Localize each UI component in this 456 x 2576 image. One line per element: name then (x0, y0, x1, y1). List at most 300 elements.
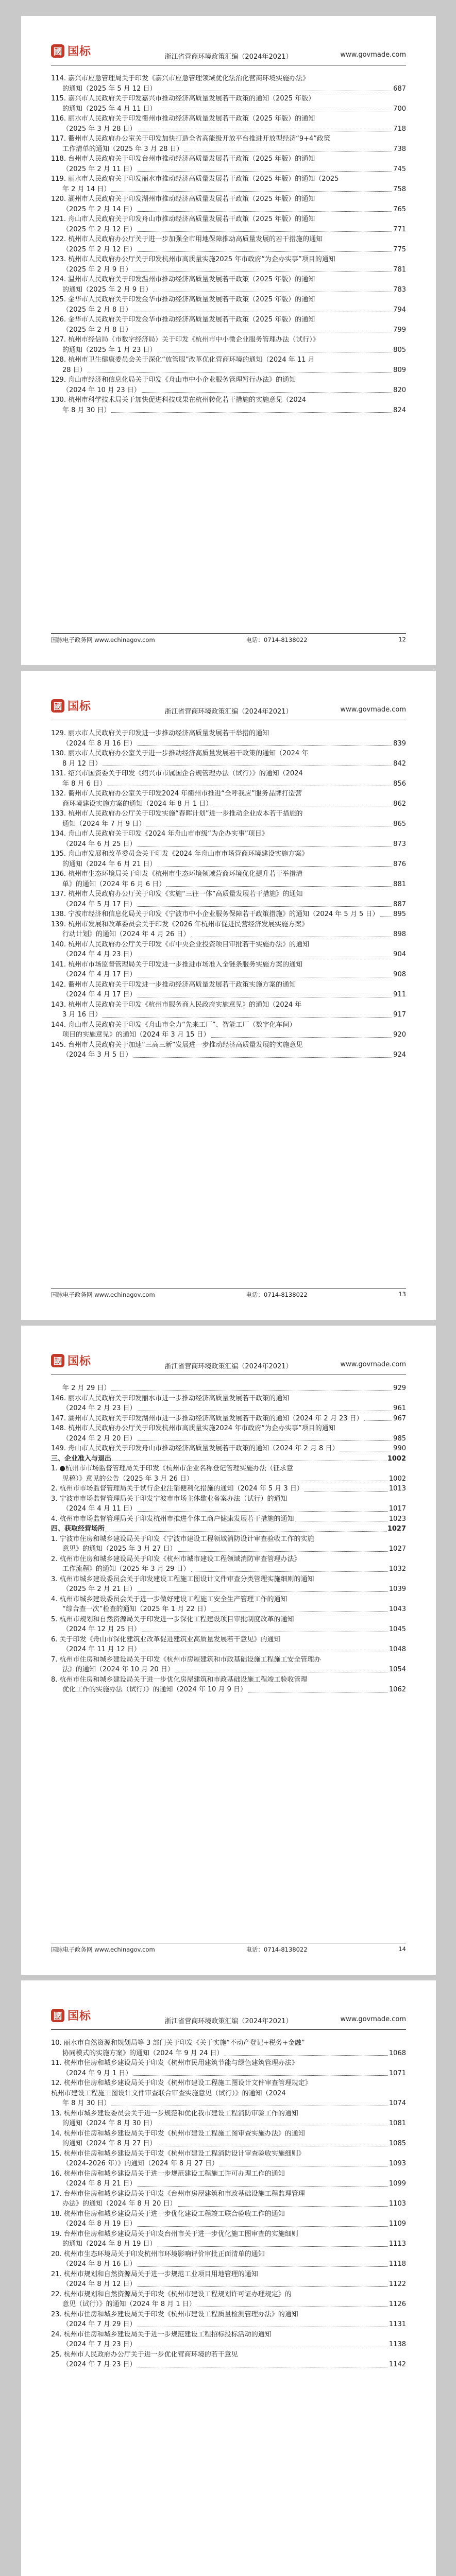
toc-page-number: 700 (393, 105, 406, 113)
toc-entry[interactable] (51, 395, 406, 405)
toc-entry[interactable] (51, 1655, 406, 1665)
toc-page-number: 895 (393, 910, 406, 918)
header-site[interactable]: www.govmade.com (340, 1361, 406, 1368)
toc-leader-dots (178, 2206, 388, 2207)
toc-entry-title: 法》的通知（2024 年 10 月 20 日） (62, 1666, 174, 1673)
toc-page-number: 898 (393, 930, 406, 938)
toc-entry[interactable] (51, 779, 406, 789)
document-page (21, 1326, 436, 1975)
toc-entry[interactable] (51, 769, 406, 779)
toc-entry[interactable] (51, 375, 406, 385)
toc-page-number: 856 (393, 779, 406, 788)
toc-entry[interactable] (51, 2189, 406, 2199)
footer-site[interactable]: 国脉电子政务网 www.echinagov.com (51, 1291, 155, 1298)
toc-leader-dots (138, 1511, 388, 1512)
toc-page-number: 1045 (389, 1625, 406, 1633)
toc-entry[interactable] (51, 405, 406, 416)
toc-entry[interactable] (51, 214, 406, 225)
toc-page-number: 1113 (389, 2240, 406, 2248)
toc-entry[interactable] (51, 84, 406, 94)
toc-entry[interactable] (51, 2109, 406, 2119)
toc-entry[interactable] (51, 1544, 406, 1554)
footer-phone: 电话：0714-8138022 (246, 1291, 308, 1298)
toc-entry-title: 135. 舟山市发展和改革委员会关于印发《2024 年舟山市市场营商环境建设实施方案》 (51, 850, 309, 858)
toc-entry-title: （2025 年 2 月 14 日） (62, 205, 137, 213)
toc-page-number: 1085 (389, 2140, 406, 2147)
toc-entry-title: （2024 年 12 月 25 日） (62, 1625, 141, 1633)
toc-entry-title: （2024 年 4 月 17 日） (62, 971, 137, 978)
toc-page-number: 876 (393, 860, 406, 868)
toc-leader-dots (211, 1037, 393, 1038)
toc-entry[interactable] (51, 1464, 406, 1474)
toc-entry-title: 140. 杭州市人民政府办公厅关于印发《市中央企业投资项目审批若干实施办法》的通知 (51, 940, 310, 948)
toc-entry[interactable] (51, 2078, 406, 2089)
toc-entry[interactable] (51, 255, 406, 265)
toc-entry[interactable] (51, 325, 406, 335)
toc-entry[interactable] (51, 2360, 406, 2370)
toc-entry-title: 128. 杭州市卫生健康委员会关于深化“放管服”改革优化营商环境的通知（2024 年 11 月 (51, 356, 315, 364)
logo-mark: 國 (51, 1354, 64, 1367)
logo-mark: 國 (51, 699, 64, 713)
header-title: 浙江省营商环境政策汇编（2024年2021） (164, 2018, 293, 2025)
toc-leader-dots (103, 1017, 392, 1018)
toc-entry[interactable] (51, 869, 406, 879)
toc-entry[interactable] (51, 355, 406, 365)
toc-entry[interactable] (51, 365, 406, 376)
toc-entry[interactable] (51, 1030, 406, 1040)
toc-entry-title: （2025 年 3 月 28 日） (62, 125, 137, 133)
toc-entry-title: 145. 台州市人民政府关于加速“三高三新”发展进一步推动经济高质量发展的实施意见 (51, 1041, 303, 1049)
toc-entry[interactable] (51, 1685, 406, 1695)
toc-leader-dots (111, 191, 392, 192)
toc-entry-title: 杭州市建设工程施工图设计文件审查联合审查实施意见（试行）》的通知（2024 (51, 2089, 286, 2097)
toc-leader-dots (138, 251, 393, 252)
toc-entry-title: （2024 年 3 月 5 日） (62, 1051, 132, 1059)
toc-page-number: 887 (393, 900, 406, 908)
toc-entry[interactable] (51, 1595, 406, 1605)
toc-page-number: 809 (393, 366, 406, 374)
toc-page-number: 1103 (389, 2200, 406, 2208)
toc-entry-title: （2025 年 2 月 8 日） (62, 306, 132, 314)
toc-entry[interactable] (51, 2249, 406, 2260)
toc-entry[interactable] (51, 1514, 406, 1524)
toc-leader-dots (178, 1551, 388, 1552)
toc-entry[interactable] (51, 1040, 406, 1050)
toc-entry[interactable] (51, 174, 406, 184)
toc-entry[interactable] (51, 2310, 406, 2320)
toc-leader-dots (138, 2266, 388, 2267)
toc-page-number: 961 (393, 1404, 406, 1412)
toc-leader-dots (138, 906, 393, 907)
toc-entry[interactable] (51, 799, 406, 809)
toc-entry[interactable] (51, 154, 406, 164)
toc-leader-dots (166, 886, 392, 887)
toc-entry[interactable] (51, 1675, 406, 1685)
toc-entry-title: 四、获取经营场所 (51, 1525, 105, 1533)
toc-page-number: 1017 (389, 1505, 406, 1513)
toc-entry-title: （2024 年 2 月 23 日） (62, 1404, 137, 1412)
logo-mark: 國 (51, 2009, 64, 2022)
toc-entry[interactable] (51, 2048, 406, 2059)
toc-entry-title: 137. 杭州市人民政府办公厅关于印发《实施“三往一体”高质量发展若干措施》的通知 (51, 890, 303, 898)
toc-entry[interactable] (51, 960, 406, 970)
toc-entry[interactable] (51, 194, 406, 205)
logo-text: 国标 (67, 45, 92, 58)
toc-entry[interactable] (51, 305, 406, 315)
toc-entry[interactable] (51, 2219, 406, 2229)
toc-leader-dots (138, 211, 393, 212)
logo-text: 国标 (67, 2010, 92, 2023)
toc-entry[interactable] (51, 1383, 406, 1394)
toc-entry[interactable] (51, 1423, 406, 1434)
toc-page-number: 904 (393, 951, 406, 958)
toc-page-number: 745 (393, 165, 406, 173)
toc-entry[interactable] (51, 2199, 406, 2209)
toc-entry-title: 133. 杭州市人民政府办公厅关于印发实施“春晖计划”进一步推动企业成本若干措施的 (51, 810, 303, 818)
toc-page-number: 781 (393, 265, 406, 274)
toc-page-number: 917 (393, 1011, 406, 1019)
toc-entry-title: 年 8 月 30 日） (62, 406, 111, 414)
toc-entry[interactable] (51, 2269, 406, 2280)
toc-entry[interactable] (51, 184, 406, 195)
document-page (21, 671, 436, 1320)
toc-entry[interactable] (51, 2089, 406, 2099)
toc-entry-title: （2024 年 9 月 1 日） (62, 2069, 132, 2077)
toc-entry[interactable] (51, 1615, 406, 1625)
toc-section-heading[interactable] (51, 1524, 406, 1534)
toc-leader-dots (133, 2075, 388, 2076)
toc-page-number: 799 (393, 326, 406, 334)
toc-page-number: 758 (393, 185, 406, 193)
toc-leader-dots (138, 2286, 388, 2287)
toc-entry-title: 24. 杭州市住房和城乡建设局关于进一步规范建设工程招标投标活动的通知 (51, 2330, 272, 2338)
toc-page-number: 718 (393, 125, 406, 133)
toc-entry[interactable] (51, 2350, 406, 2360)
toc-entry[interactable] (51, 1624, 406, 1635)
footer-site[interactable]: 国脉电子政务网 www.echinagov.com (51, 1946, 155, 1953)
toc-entry-title: 年 8 月 30 日） (62, 2099, 111, 2107)
toc-page-number: 1071 (389, 2069, 406, 2077)
toc-entry-title: （2025 年 2 月 12 日） (62, 245, 137, 253)
toc-entry[interactable] (51, 134, 406, 144)
toc-entry-title: 19. 台州市住房和城乡建设局关于印发台州市关于进一步优化施工图审查的实施细则 (51, 2230, 298, 2238)
toc-entry[interactable] (51, 839, 406, 850)
toc-entry[interactable] (51, 2299, 406, 2310)
toc-entry[interactable] (51, 2330, 406, 2340)
toc-entry-title: 120. 湖州市人民政府关于印发湖州市推动经济高质量发展若干政策（2025 年版）的通知 (51, 195, 315, 203)
toc-entry[interactable] (51, 759, 406, 769)
toc-entry[interactable] (51, 1020, 406, 1030)
toc-entry[interactable] (51, 1474, 406, 1484)
toc-entry-title: 146. 丽水市人民政府关于印发丽水市进一步推动经济高质量发展若干政策的通知 (51, 1394, 290, 1402)
toc-entry[interactable] (51, 1494, 406, 1504)
toc-page-number: 1138 (389, 2341, 406, 2348)
toc-entry[interactable] (51, 859, 406, 870)
toc-entry-title: 144. 舟山市人民政府关于印发《舟山市全力“先来工厂”、智能工厂（数字化车间） (51, 1021, 296, 1029)
toc-page-number: 1039 (389, 1585, 406, 1593)
toc-entry-title: 3 月 16 日） (62, 1011, 102, 1019)
toc-entry-title: 129. 舟山市经济和信息化局关于印发《舟山市中小企业服务管理暂行办法》的通知 (51, 376, 296, 384)
toc-entry-title: “综合查一次”检查的通知（2025 年 1 月 22 日） (62, 1605, 211, 1613)
toc-entry-title: （2024 年 10 月 23 日） (62, 386, 141, 394)
toc-entry-title: （2025 年 2 月 9 日） (62, 265, 132, 274)
document-page (21, 1980, 436, 2576)
toc-entry[interactable] (51, 1434, 406, 1444)
toc-entry[interactable] (51, 889, 406, 900)
toc-entry[interactable] (51, 929, 406, 940)
toc-entry[interactable] (51, 1584, 406, 1595)
toc-entry-title: 28 日） (62, 366, 87, 374)
toc-entry[interactable] (51, 2129, 406, 2139)
toc-entry[interactable] (51, 315, 406, 325)
toc-entry-title: 12. 杭州市住房和城乡建设局关于印发《杭州市建设工程施工图设计文件审查管理规定》 (51, 2079, 312, 2087)
toc-entry[interactable] (51, 345, 406, 355)
toc-entry[interactable] (51, 1484, 406, 1494)
toc-leader-dots (158, 866, 393, 867)
toc-entry-title: 年 2 月 14 日） (62, 185, 111, 193)
toc-entry-title: 22. 杭州市规划和自然资源局关于印发《杭州市建设工程规划许可证办理规定》的 (51, 2290, 292, 2298)
toc-entry-title: 的通知（2025 年 1 月 23 日） (62, 346, 157, 354)
toc-entry[interactable] (51, 2159, 406, 2169)
toc-page-number: 1118 (389, 2260, 406, 2268)
toc-entry-title: （2024 年 2 月 20 日） (62, 1434, 137, 1443)
toc-entry[interactable] (51, 940, 406, 950)
toc-entry-title: 123. 杭州市人民政府办公厅关于印发杭州市高质量实施2025 年市政府“为企办实事”项目的通知 (51, 256, 335, 263)
header-site[interactable]: www.govmade.com (340, 2015, 406, 2023)
toc-entry[interactable] (51, 1534, 406, 1545)
toc-entry-title: 的通知（2025 年 5 月 12 日） (62, 84, 157, 93)
toc-entry-title: 4. 杭州市市场监督管理局关于印发杭州市推进个体工商户健康发展若干措施的通知 (51, 1515, 294, 1523)
toc-page-number: 911 (393, 991, 406, 998)
toc-page-number: 908 (393, 971, 406, 978)
toc-entry[interactable] (51, 1000, 406, 1010)
toc-entry[interactable] (51, 144, 406, 155)
toc-entry-title: 115. 嘉兴市人民政府关于印发嘉兴市推动经济高质量发展若干政策的通知（2025 年版） (51, 95, 315, 103)
toc-entry-title: 8. 杭州市住房和城乡建设局关于进一步优化房屋建筑和市政基础设施工程竣工验收管理 (51, 1675, 308, 1684)
toc-entry[interactable] (51, 2139, 406, 2149)
toc-page-number: 920 (393, 1031, 406, 1039)
toc-entry-title: 2. 杭州市市场监督管理局关于试行企业注销便利化措施的通知（2024 年 5 月 3 日） (51, 1485, 303, 1493)
toc-entry[interactable] (51, 2229, 406, 2240)
header-title: 浙江省营商环境政策汇编（2024年2021） (164, 53, 293, 61)
toc-page-number: 1074 (389, 2099, 406, 2107)
toc-entry[interactable] (51, 234, 406, 245)
toc-entry-title: 办法》的通知（2024 年 8 月 20 日） (62, 2200, 177, 2208)
toc-entry[interactable] (51, 900, 406, 910)
toc-page-number: 1054 (389, 1666, 406, 1673)
toc-page-number: 842 (393, 759, 406, 768)
toc-leader-dots (158, 2246, 388, 2247)
toc-page-number: 929 (393, 1384, 406, 1392)
toc-entry-title: 1. 宁波市住房和城乡建设局关于印发《宁波市建设工程领域消防设计审查验收工作的实施 (51, 1535, 314, 1543)
toc-entry-title: （2024 年 4 月 23 日） (62, 951, 137, 958)
toc-entry[interactable] (51, 920, 406, 930)
toc-entry[interactable] (51, 2319, 406, 2330)
toc-page-number: 1043 (389, 1605, 406, 1613)
toc-page-number: 881 (393, 880, 406, 888)
toc-entry-title: （2024 年 8 月 16 日） (62, 739, 137, 748)
toc-entry-title: 意见（试行）》的通知（2024 年 8 月 1 日） (62, 2300, 196, 2308)
toc-leader-dots (138, 231, 393, 232)
toc-entry[interactable] (51, 2169, 406, 2179)
toc-entry-title: 14. 杭州市住房和城乡建设局关于印发《杭州市建设工程施工图审查实施办法》的通知 (51, 2129, 305, 2138)
toc-entry[interactable] (51, 1645, 406, 1655)
toc-entry[interactable] (51, 2058, 406, 2069)
toc-entry-title: （2024 年 4 月 11 日） (62, 1505, 137, 1513)
toc-leader-dots (111, 412, 392, 413)
toc-entry[interactable] (51, 104, 406, 114)
toc-leader-dots (305, 1491, 388, 1492)
toc-entry-title: 5. 杭州市规划和自然资源局关于印发进一步深化工程建设项目审批制度改革的通知 (51, 1615, 294, 1623)
footer-site[interactable]: 国脉电子政务网 www.echinagov.com (51, 636, 155, 643)
toc-entry-title: 116. 丽水市人民政府关于印发衢州市推动经济高质量发展若干政策（2025 年版）的通知 (51, 115, 315, 123)
toc-entry[interactable] (51, 114, 406, 124)
toc-entry[interactable] (51, 1635, 406, 1645)
page-header (51, 1326, 406, 1375)
toc-entry-title: （2024-2026 年）》的通知（2024 年 8 月 27 日） (62, 2160, 219, 2167)
toc-entry[interactable] (51, 1504, 406, 1514)
toc-entry[interactable] (51, 1604, 406, 1615)
toc-entry-title: 130. 杭州市科学技术局关于加快促进科技成果在杭州转化若干措施的实施意见（2024 (51, 396, 307, 404)
toc-entry[interactable] (51, 728, 406, 739)
toc-entry[interactable] (51, 2279, 406, 2290)
toc-entry-title: 10. 丽水市自然资源和规划局等 3 部门关于印发《关于实施“不动产登记+税务+金融” (51, 2039, 305, 2047)
toc-entry-title: 商环境建设实施方案的通知（2024 年 8 月 1 日） (62, 800, 213, 808)
toc-entry[interactable] (51, 1050, 406, 1060)
toc-entry[interactable] (51, 265, 406, 275)
toc-page-number: 783 (393, 285, 406, 294)
toc-page-number: 1002 (389, 1475, 406, 1483)
toc-entry[interactable] (51, 2259, 406, 2269)
document-page (21, 16, 436, 665)
toc-entry-title: （2024 年 4 月 17 日） (62, 991, 137, 998)
toc-entry[interactable] (51, 124, 406, 134)
toc-entry-title: 8 月 12 日） (62, 759, 102, 768)
toc-page-number: 1081 (389, 2120, 406, 2127)
toc-page-number: 1068 (389, 2049, 406, 2057)
toc-entry-title: 的通知（2025 年 2 月 9 日） (62, 285, 153, 294)
toc-entry[interactable] (51, 94, 406, 104)
toc-entry[interactable] (51, 205, 406, 215)
toc-entry-title: （2024 年 7 月 23 日） (62, 2341, 137, 2348)
toc-entry-title: 148. 杭州市人民政府办公厅关于印发杭州市高质量实施2024 年市政府“为企办实事”项目的通知 (51, 1425, 335, 1432)
toc-page-number: 794 (393, 306, 406, 314)
toc-entry[interactable] (51, 1564, 406, 1574)
toc-entry[interactable] (51, 970, 406, 980)
toc-entry[interactable] (51, 1394, 406, 1404)
toc-page-number: 1122 (389, 2280, 406, 2288)
toc-entry-title: 136. 杭州市生态环境局关于印发《杭州市生态环境领域营商环境优化提升若干举措清 (51, 870, 303, 878)
toc-entry-title: 的通知（2024 年 8 月 30 日） (62, 2120, 157, 2127)
page-footer (51, 1943, 406, 1954)
toc-entry[interactable] (51, 909, 406, 920)
toc-entry[interactable] (51, 2209, 406, 2219)
toc-list (51, 2030, 406, 2370)
toc-entry[interactable] (51, 225, 406, 235)
toc-entry-title: 2. 杭州市住房和城乡建设局关于印发《杭州市城市建设工程领域消防审查管理办法》 (51, 1555, 301, 1563)
toc-entry-title: 3. 宁波市市场监督管理局关于印发宁波市市场主体歇业备案办法（试行）的通知 (51, 1495, 288, 1503)
toc-entry[interactable] (51, 879, 406, 890)
toc-entry[interactable] (51, 1554, 406, 1565)
toc-entry-title: （2024 年 7 月 23 日） (62, 2361, 137, 2368)
toc-section-heading[interactable] (51, 1454, 406, 1464)
toc-entry-title: 三、企业准入与退出 (51, 1454, 112, 1463)
toc-entry[interactable] (51, 849, 406, 859)
toc-entry[interactable] (51, 2239, 406, 2249)
toc-entry[interactable] (51, 829, 406, 839)
toc-entry[interactable] (51, 1574, 406, 1585)
toc-page-number: 1027 (389, 1545, 406, 1553)
toc-entry[interactable] (51, 2069, 406, 2079)
toc-entry[interactable] (51, 295, 406, 305)
toc-entry-title: 18. 杭州市住房和城乡建设局关于进一步优化建设工程竣工联合验收工作的通知 (51, 2210, 285, 2218)
toc-entry-title: （2024 年 5 月 17 日） (62, 900, 137, 908)
toc-leader-dots (106, 1531, 386, 1532)
toc-entry[interactable] (51, 2038, 406, 2048)
toc-entry[interactable] (51, 275, 406, 285)
toc-entry[interactable] (51, 1403, 406, 1414)
toc-entry[interactable] (51, 1665, 406, 1675)
toc-entry[interactable] (51, 2340, 406, 2350)
toc-entry[interactable] (51, 2098, 406, 2109)
header-site[interactable]: www.govmade.com (340, 706, 406, 714)
toc-entry[interactable] (51, 950, 406, 960)
toc-entry[interactable] (51, 1010, 406, 1020)
toc-leader-dots (225, 2055, 388, 2056)
toc-entry-title: 16. 杭州市住房和城乡建设局关于进一步规范建设工程施工许可办理工作的通知 (51, 2170, 285, 2178)
logo-mark: 國 (51, 44, 64, 58)
toc-entry[interactable] (51, 74, 406, 84)
toc-entry[interactable] (51, 245, 406, 255)
toc-entry[interactable] (51, 385, 406, 396)
toc-page-number: 1023 (389, 1515, 406, 1523)
toc-entry[interactable] (51, 809, 406, 819)
footer-phone: 电话：0714-8138022 (246, 1946, 308, 1953)
toc-entry[interactable] (51, 980, 406, 990)
toc-entry[interactable] (51, 990, 406, 1000)
toc-entry[interactable] (51, 2149, 406, 2159)
toc-entry[interactable] (51, 2290, 406, 2300)
toc-entry[interactable] (51, 739, 406, 749)
toc-entry-title: （2024 年 8 月 12 日） (62, 2280, 137, 2288)
toc-entry[interactable] (51, 2179, 406, 2189)
toc-leader-dots (138, 2186, 388, 2187)
toc-entry[interactable] (51, 1414, 406, 1424)
toc-entry-title: 114. 嘉兴市应急管理局关于印发《嘉兴市应急管理领域优化法治化营商环境实施办法》 (51, 75, 310, 82)
toc-entry[interactable] (51, 1444, 406, 1454)
toc-leader-dots (133, 1057, 392, 1058)
toc-page-number: 1126 (389, 2300, 406, 2308)
header-site[interactable]: www.govmade.com (340, 51, 406, 59)
page-number: 12 (398, 636, 406, 643)
toc-entry-title: 134. 舟山市人民政府关于印发《2024 年舟山市市级“为企办实事”项目》 (51, 830, 268, 838)
toc-entry[interactable] (51, 285, 406, 295)
toc-entry[interactable] (51, 335, 406, 345)
toc-entry-title: 147. 湖州市人民政府关于印发湖州市进一步推动经济高质量发展若干政策的通知（2024 年 2 月 23 日） (51, 1414, 363, 1422)
toc-entry[interactable] (51, 789, 406, 799)
toc-entry[interactable] (51, 2119, 406, 2129)
page-header (51, 671, 406, 720)
page-footer (51, 1288, 406, 1299)
toc-entry[interactable] (51, 819, 406, 829)
toc-entry-title: 121. 舟山市人民政府关于印发舟山市推动经济高质量发展若干政策（2025 年版）的通知 (51, 215, 315, 223)
header-title: 浙江省营商环境政策汇编（2024年2021） (164, 1363, 293, 1370)
toc-entry-title: 4. 杭州市城乡建设委员会关于进一步做好建设工程施工安全生产管理工作的通知 (51, 1595, 288, 1603)
toc-entry-title: 21. 杭州市规划和自然资源局关于进一步规范工业项目用地管理的通知 (51, 2270, 258, 2278)
toc-entry-title: 127. 杭州市经信局（市数字经济局）关于印发《杭州市中小微企业服务管理办法（试行）》 (51, 336, 319, 344)
toc-entry[interactable] (51, 164, 406, 175)
toc-entry[interactable] (51, 749, 406, 759)
